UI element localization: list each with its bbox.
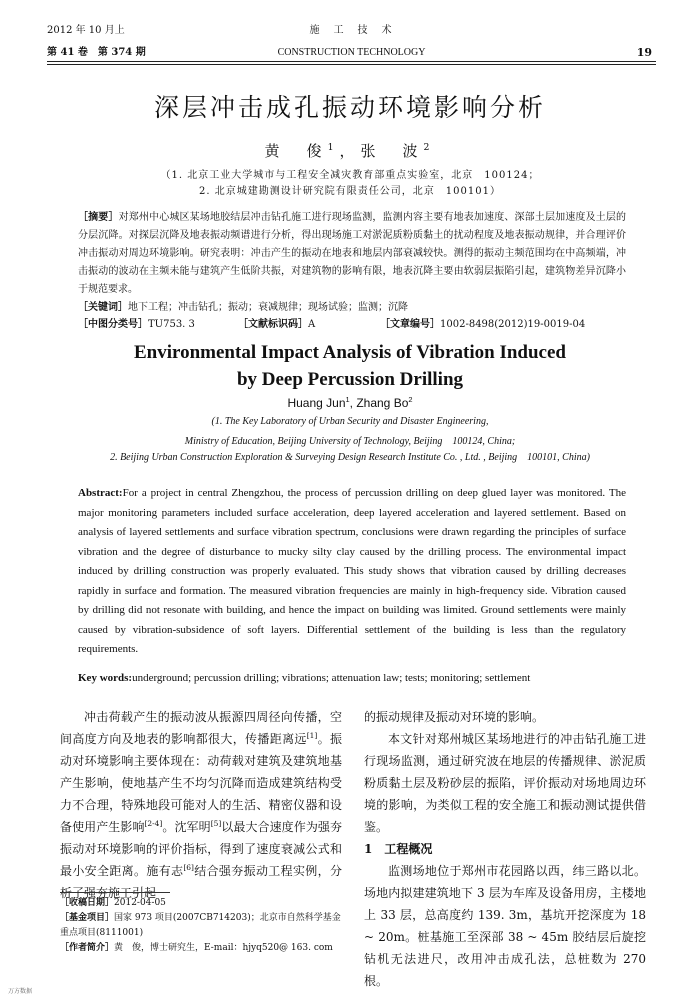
body-column-right (364, 706, 646, 992)
authors-cn (0, 140, 700, 161)
title-en-line-2: by Deep Percussion Drilling (236, 369, 464, 390)
keywords-en-label: Key words: (78, 672, 133, 684)
abstract-en-text: For a project in central Zhengzhou, the process of percussion drilling on deep glued layer was monitored. The major monitoring parameters included surface acceleration, deep layered acceleration and layered settlement. Based on analysis of layered settlements and surface vibration spectrum, conclusions were drawn regarding the principles of surface vibration and the degree of disturbance to mucky silty clay caused by the drilling process. The environmental impact induced by drilling construction was properly evaluated. This study shows that vibration caused by drilling decreases rapidly in surface and formation. The measured vibration frequencies are mainly in high-frequency side. Vibration caused by drilling did not resonate with building, and hence the impact on building was limited. Ground settlements were mainly caused by vibration-subsidence of soft layers. Differential settlement of the building is less than the regulatory requirements. (78, 487, 626, 655)
abstract-cn-label: ［摘要］ (78, 212, 119, 223)
abstract-cn-text: 对郑州中心城区某场地胶结层冲击钻孔施工进行现场监测，监测内容主要有地表加速度、深部土层加速度及土层的分层沉降。对探层沉降及地表振动频谱进行分析，得出现场施工对淤泥质粉质黏土的扰动程度及地表振动规律，并合理评价冲击振动对周边环境影响。研究表明：冲击产生的振动在地表和地层内部衰减较快。测得的振动主频范围均在中高频端，冲击振动的波动在主频未能与建筑产生低阶共振，对建筑物的影响有限，地表沉降主要由软弱层振陷引起，建筑物差异沉降小于规范要求。 (78, 212, 627, 295)
citation-ref: [2-4] (144, 819, 163, 828)
corner-mark: 万方数据 (8, 988, 33, 995)
title-cn: 深层冲击成孔振动环境影响分析 (153, 93, 546, 122)
author-1-affil-cn: 1 (327, 142, 340, 153)
body-text: 以最大合速度作为强夯振动对环境影响的评价指标，得到了速度衰减公式和最小安全距离。施有志 (60, 820, 342, 878)
issue-date: 2012 年 10 月上 (47, 25, 125, 36)
affiliation-en-2: Ministry of Education, Beijing University of Technology, Beijing 100124, China; (184, 436, 516, 447)
journal-title-cn: 施 工 技 术 (309, 25, 394, 36)
footnotes (60, 896, 342, 956)
footnote-rule (60, 892, 170, 893)
header-rule-bottom (47, 64, 656, 65)
body-column-left (60, 706, 342, 904)
author-2-affil-cn: 2 (423, 142, 436, 153)
body-text: 冲击荷载产生的振动波从振源四周径向传播，空间高度方向及地表的影响都很大，传播距离远 (60, 710, 342, 746)
clc-value: TU753. 3 (148, 319, 195, 330)
footnote-value: 2012-04-05 (114, 898, 166, 908)
article-no-value: 1002-8498(2012)19-0019-04 (440, 319, 586, 330)
author-1-en: Huang Jun (287, 396, 346, 410)
running-header (47, 24, 656, 62)
affiliation-en-3: 2. Beijing Urban Construction Exploration & Surveying Design Research Institute Co. , Ltd. , Beijing 100101, China) (110, 452, 590, 463)
body-text: 。沈军明 (162, 820, 211, 834)
doc-code-label: ［文献标识码］ (238, 319, 308, 330)
keywords-cn-text: 地下工程；冲击钻孔；振动；衰减规律；现场试验；监测；沉降 (128, 302, 408, 313)
abstract-cn (78, 209, 626, 299)
citation-ref: [1] (306, 731, 318, 740)
author-separator-en: , (349, 396, 357, 410)
journal-title-en: CONSTRUCTION TECHNOLOGY (277, 47, 426, 58)
author-2-cn: 张 波 (360, 142, 424, 160)
footnote-label: ［作者简介］ (60, 943, 115, 953)
body-paragraph (60, 706, 342, 904)
keywords-en (78, 670, 626, 686)
footnote-label: ［收稿日期］ (60, 898, 115, 908)
volume-issue: 第 41 卷 第 374 期 (47, 47, 146, 58)
affiliation-cn-1: （1. 北京工业大学城市与工程安全减灾教育部重点实验室，北京 100124； (160, 170, 540, 181)
footnote-fund (60, 911, 342, 941)
affiliation-cn-2: 2. 北京城建勘测设计研究院有限责任公司，北京 100101） (199, 186, 501, 197)
affiliation-en-1: (1. The Key Laboratory of Urban Security and Disaster Engineering, (211, 416, 489, 427)
footnote-value: 国家 973 项目(2007CB714203)；北京市自然科学基金重点项目(8111001) (60, 913, 341, 938)
abstract-en-label: Abstract: (78, 487, 123, 499)
body-paragraph: 监测场地位于郑州市花园路以西，纬三路以北。场地内拟建建筑地下 3 层为车库及设备用房，主楼地上 33 层，总高度约 139. 3m，基坑开挖深度为 18 ~ 20m。桩基施工至深部 38 ~ 45m 胶结层后旋挖钻机无法进尺，改用冲击成孔法，总桩数为 270 根。 (364, 864, 646, 988)
author-2-affil-en: 2 (408, 395, 413, 404)
body-continuation: 的振动规律及振动对环境的影响。 (364, 710, 545, 724)
citation-ref: [5] (210, 819, 222, 828)
clc-label: ［中图分类号］ (78, 319, 148, 330)
article-no-label: ［文章编号］ (380, 319, 440, 330)
author-2-en: Zhang Bo (356, 396, 409, 410)
body-paragraph: 本文针对郑州城区某场地进行的冲击钻孔施工进行现场监测，通过研究波在地层的传播规律、淤泥质粉质黏土层及粉砂层的振陷，评价振动对场地周边环境的影响，为类似工程的安全施工和振动测试提供借鉴。 (364, 732, 646, 834)
footnote-received (60, 896, 342, 911)
doc-code-value: A (308, 319, 316, 330)
keywords-en-text: underground; percussion drilling; vibrations; attenuation law; tests; monitoring; settlement (132, 672, 531, 684)
page-number: 19 (636, 46, 652, 59)
body-text: 。振动对环境影响主要体现在：动荷载对建筑及建筑地基产生影响，使地基产生不均匀沉降而造成建筑结构受力不合理，特殊地段可能对人的生活、精密仪器和设备使用产生影响 (60, 732, 342, 834)
abstract-en (78, 484, 626, 660)
section-heading: 1 工程概况 (364, 842, 433, 856)
footnote-value: 黄 俊，博士研究生，E-mail：hjyq520@ 163. com (114, 943, 333, 953)
author-separator-cn: ， (339, 142, 361, 160)
author-1-affil-en: 1 (345, 395, 350, 404)
footnote-label: ［基金项目］ (60, 913, 115, 923)
author-1-cn: 黄 俊 (264, 142, 328, 160)
keywords-cn-label: ［关键词］ (78, 302, 128, 313)
body-text: 结合强夯振动工程实例，分析了强夯施工引起 (60, 864, 342, 900)
header-rule-top (47, 61, 656, 62)
title-en-line-1: Environmental Impact Analysis of Vibration Induced (134, 342, 566, 363)
authors-en (0, 396, 700, 410)
footnote-author (60, 941, 342, 956)
citation-ref: [6] (183, 863, 194, 872)
